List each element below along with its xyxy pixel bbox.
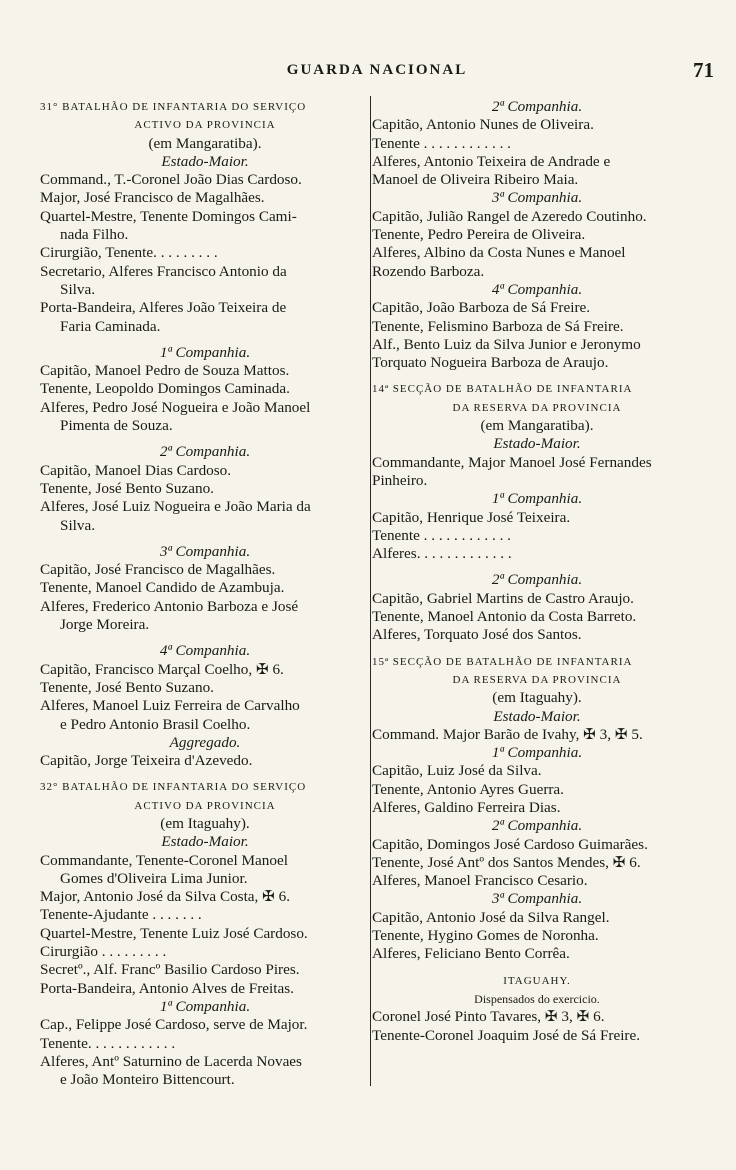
entry: Capitão, Jorge Teixeira d'Azevedo. (40, 752, 253, 770)
entry: Alferes, Galdino Ferreira Dias. (372, 798, 561, 816)
entry: Capitão, Manoel Dias Cardoso. (40, 461, 232, 479)
staff-heading: Estado-Maior. (493, 707, 581, 725)
entry: Tenente, Pedro Pereira de Oliveira. (372, 226, 586, 244)
entry: Capitão, Domingos José Cardoso Guimarães. (372, 835, 648, 853)
entry-continued: Pimenta de Souza. (60, 417, 173, 435)
entry: Major, Antonio José da Silva Costa, ✠ 6. (40, 888, 291, 906)
section-place: (em Mangaratiba). (480, 417, 594, 435)
entry-continued: Pinheiro. (372, 471, 428, 489)
page-number: 71 (693, 58, 714, 82)
entry-continued: Faria Caminada. (60, 317, 161, 335)
section-subtitle: ACTIVO DA PROVINCIA (134, 119, 276, 132)
staff-heading: Estado-Maior. (161, 833, 249, 851)
entry: Quartel-Mestre, Tenente Domingos Cami- (40, 207, 297, 225)
entry: Alferes. . . . . . . . . . . . . (372, 545, 512, 563)
company-heading: 1ª Companhia. (491, 490, 583, 508)
left-column (40, 98, 370, 1089)
entry: Major, José Francisco de Magalhães. (40, 189, 265, 207)
company-heading: 4ª Companhia. (159, 642, 251, 660)
entry: Tenente . . . . . . . . . . . . (372, 526, 511, 544)
entry: Cap., Felippe José Cardoso, serve de Major. (40, 1016, 308, 1034)
entry: Commandante, Tenente-Coronel Manoel (40, 851, 288, 869)
entry: Capitão, Francisco Marçal Coelho, ✠ 6. (40, 660, 284, 678)
section-title: 31° BATALHÃO DE INFANTARIA DO SERVIÇO (40, 101, 307, 113)
entry: Capitão, Antonio José da Silva Rangel. (372, 908, 610, 926)
company-heading: 3ª Companhia. (159, 542, 251, 560)
entry-continued: e Pedro Antonio Brasil Coelho. (60, 715, 251, 733)
company-heading: 3ª Companhia. (491, 890, 583, 908)
entry: Tenente, Manoel Candido de Azambuja. (40, 579, 285, 597)
entry-continued: Jorge Moreira. (60, 616, 150, 634)
entry: Capitão, Henrique José Teixeira. (372, 508, 571, 526)
entry: Tenente, José Bento Suzano. (40, 479, 214, 497)
section-title: 15ª SECÇÃO DE BATALHÃO DE INFANTARIA (372, 655, 633, 668)
entry-continued: Manoel de Oliveira Ribeiro Maia. (372, 171, 579, 189)
entry: Coronel José Pinto Tavares, ✠ 3, ✠ 6. (372, 1008, 605, 1026)
entry: Secretario, Alferes Francisco Antonio da (40, 262, 287, 280)
entry: Alferes, Frederico Antonio Barboza e José (40, 597, 299, 615)
section-title: ITAGUAHY. (503, 974, 571, 987)
section-title: 14ª SECÇÃO DE BATALHÃO DE INFANTARIA (372, 383, 633, 396)
section-place: (em Mangaratiba). (148, 134, 262, 152)
entry: Capitão, José Francisco de Magalhães. (40, 561, 276, 579)
entry-continued: Rozendo Barboza. (372, 262, 485, 280)
entry: Alferes, Manoel Luiz Ferreira de Carvalho (40, 697, 300, 715)
entry: Alferes, Albino da Costa Nunes e Manoel (372, 244, 626, 262)
entry-continued: e João Monteiro Bittencourt. (60, 1071, 235, 1089)
entry: Alferes, Antº Saturnino de Lacerda Novaes (40, 1052, 302, 1070)
entry: Capitão, Manoel Pedro de Souza Mattos. (40, 362, 290, 380)
entry: Capitão, Antonio Nunes de Oliveira. (372, 116, 594, 134)
entry: Cirurgião, Tenente. . . . . . . . . (40, 244, 218, 262)
section-subtitle: DA RESERVA DA PROVINCIA (452, 673, 622, 686)
entry: Tenente . . . . . . . . . . . . (372, 134, 511, 152)
entry: Tenente, Felismino Barboza de Sá Freire. (372, 317, 624, 335)
company-heading: 2ª Companhia. (491, 817, 583, 835)
entry: Secretº., Alf. Francº Basilio Cardoso Pires. (40, 961, 300, 979)
entry: Tenente, Antonio Ayres Guerra. (372, 780, 564, 798)
staff-heading: Estado-Maior. (493, 435, 581, 453)
company-heading: 3ª Companhia. (491, 189, 583, 207)
entry-continued: Silva. (60, 516, 96, 534)
section-title: 32° BATALHÃO DE INFANTARIA DO SERVIÇO (40, 781, 307, 794)
section-subtitle: ACTIVO DA PROVINCIA (134, 799, 276, 812)
entry: Tenente, Hygino Gomes de Noronha. (372, 927, 599, 945)
entry: Cirurgião . . . . . . . . . (40, 943, 167, 961)
company-heading: 1ª Companhia. (159, 343, 251, 361)
section-subtitle: DA RESERVA DA PROVINCIA (452, 401, 622, 414)
entry: Tenente-Ajudante . . . . . . . (40, 906, 202, 924)
staff-heading: Estado-Maior. (161, 152, 249, 170)
entry: Alferes, Torquato José dos Santos. (372, 626, 582, 644)
entry: Alf., Bento Luiz da Silva Junior e Jeronymo (372, 335, 641, 353)
company-heading: 2ª Companhia. (159, 443, 251, 461)
entry: Capitão, João Barboza de Sá Freire. (372, 299, 591, 317)
entry-continued: Silva. (60, 280, 96, 298)
entry: Command. Major Barão de Ivahy, ✠ 3, ✠ 5. (372, 725, 643, 743)
entry: Alferes, José Luiz Nogueira e João Maria da (40, 498, 311, 516)
entry: Porta-Bandeira, Antonio Alves de Freitas. (40, 979, 294, 997)
entry: Tenente, José Antº dos Santos Mendes, ✠ 6. (372, 853, 641, 871)
entry-continued: Torquato Nogueira Barboza de Araujo. (372, 354, 609, 372)
company-heading: 4ª Companhia. (491, 280, 583, 298)
entry: Tenente-Coronel Joaquim José de Sá Freire. (372, 1026, 641, 1044)
section-subtitle: Dispensados do exercicio. (474, 991, 600, 1006)
section-place: (em Itaguahy). (492, 689, 582, 707)
company-heading: 1ª Companhia. (159, 997, 251, 1015)
entry: Commandante, Major Manoel José Fernandes (372, 453, 652, 471)
entry-continued: Gomes d'Oliveira Lima Junior. (60, 869, 248, 887)
entry: Alferes, Antonio Teixeira de Andrade e (372, 152, 611, 170)
company-heading: 2ª Companhia. (491, 571, 583, 589)
page-header (40, 58, 714, 84)
section-place: (em Itaguahy). (160, 814, 250, 832)
entry: Capitão, Gabriel Martins de Castro Araujo. (372, 589, 634, 607)
company-heading: 2ª Companhia. (491, 98, 583, 115)
entry: Alferes, Pedro José Nogueira e João Manoel (40, 398, 311, 416)
entry: Alferes, Feliciano Bento Corrêa. (372, 945, 570, 963)
entry-continued: nada Filho. (60, 226, 129, 244)
running-head: GUARDA NACIONAL (286, 62, 468, 78)
company-heading: 1ª Companhia. (491, 744, 583, 762)
entry: Tenente. . . . . . . . . . . . (40, 1034, 176, 1052)
entry: Tenente, Leopoldo Domingos Caminada. (40, 380, 290, 398)
entry: Quartel-Mestre, Tenente Luiz José Cardoso. (40, 924, 308, 942)
entry: Capitão, Julião Rangel de Azeredo Coutinho. (372, 207, 647, 225)
entry: Command., T.-Coronel João Dias Cardoso. (40, 171, 302, 189)
entry: Tenente, José Bento Suzano. (40, 678, 214, 696)
right-column (372, 98, 702, 1045)
column-rule (370, 96, 371, 1086)
entry: Alferes, Manoel Francisco Cesario. (372, 872, 588, 890)
entry: Tenente, Manoel Antonio da Costa Barreto. (372, 608, 637, 626)
aggregate-heading: Aggregado. (169, 733, 241, 751)
entry: Capitão, Luiz José da Silva. (372, 762, 542, 780)
entry: Porta-Bandeira, Alferes João Teixeira de (40, 299, 287, 317)
